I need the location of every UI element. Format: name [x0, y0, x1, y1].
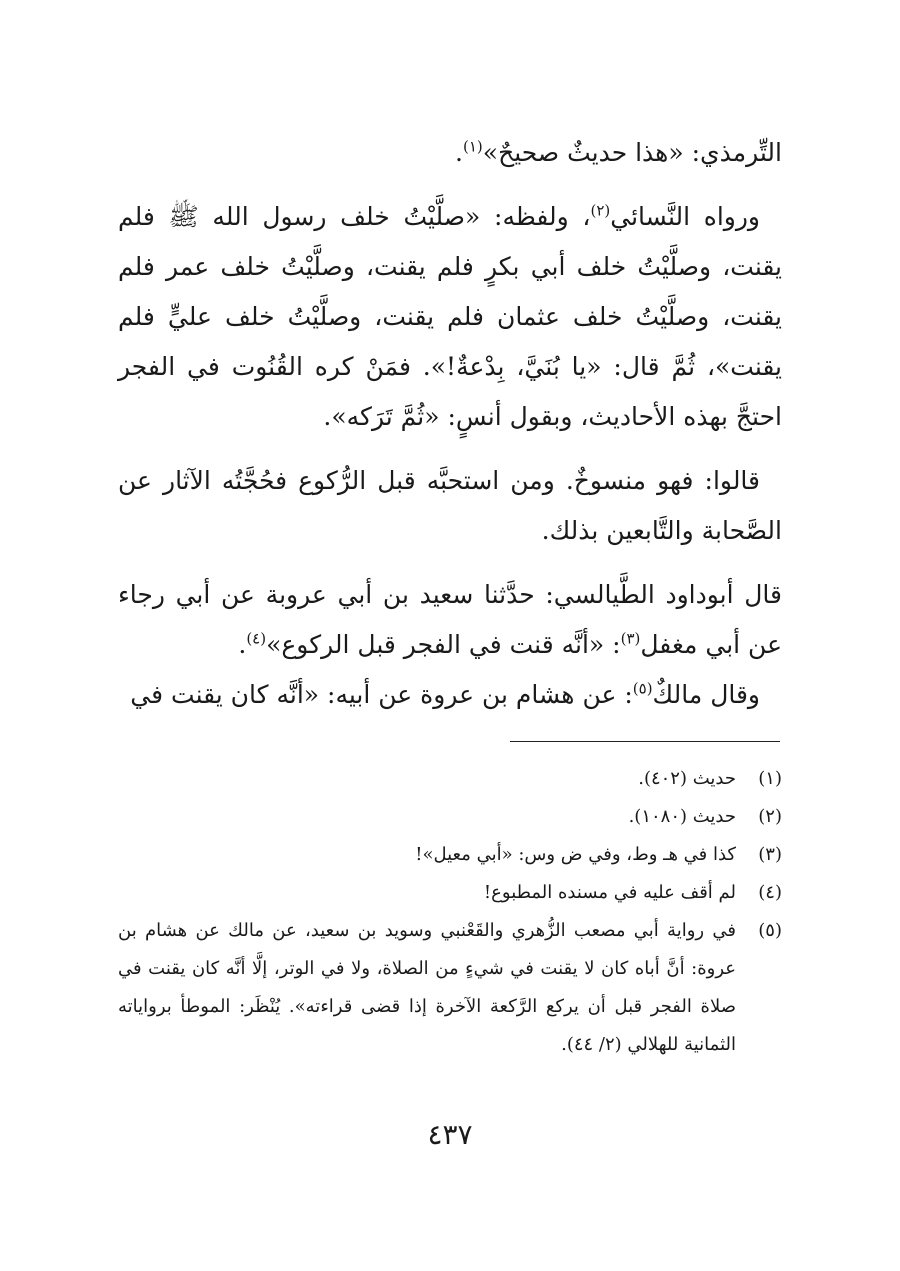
footnote-number: (١)	[758, 768, 782, 789]
footnote-text: في رواية أبي مصعب الزُّهري والقَعْنبي وسويد بن سعيد، عن مالك عن هشام بن عروة: أنَّ أباه كان لا يقنت في شيءٍ من الصلاة، ولا في الوتر، إلَّا أنَّه كان يقنت في صلاة الفجر قبل أن يركع الرَّكعة الآخرة إذا قضى قراءته». يُنْظَر: الموطأ برواياته الثمانية للهلالي (٢/ ٤٤).	[118, 920, 736, 1055]
paragraph-5	[118, 670, 782, 720]
p4-end: .	[238, 630, 247, 659]
p4-text-a: قال أبوداود الطَّيالسي: حدَّثنا سعيد بن أبي عروبة عن أبي رجاء عن أبي مغفل	[118, 580, 782, 659]
paragraph-2	[118, 192, 782, 442]
p4-text-b: : «أنَّه قنت في الفجر قبل الركوع»	[266, 630, 621, 659]
p5-text-a: وقال مالكٌ	[652, 680, 760, 709]
footnote-ref-5: (٥)	[632, 679, 653, 698]
paragraph-1	[118, 128, 782, 178]
p2-text-b: ، ولفظه: «صلَّيْتُ خلف رسول الله ﷺ فلم يقنت، وصلَّيْتُ خلف أبي بكرٍ فلم يقنت، وصلَّيْتُ خلف عمر فلم يقنت، وصلَّيْتُ خلف عثمان فلم يقنت، وصلَّيْتُ خلف عليٍّ فلم يقنت»، ثُمَّ قال: «يا بُنَيَّ، بِدْعةٌ!». فمَنْ كره القُنُوت في الفجر احتجَّ بهذه الأحاديث، وبقول أنسٍ: «ثُمَّ تَرَكه».	[118, 202, 782, 431]
p1-end: .	[455, 138, 463, 167]
footnote-text: لم أقف عليه في مسنده المطبوع!	[483, 882, 736, 903]
footnote-text: حديث (١٠٨٠).	[628, 806, 736, 827]
footnote-2	[118, 798, 782, 836]
footnote-number: (٢)	[758, 806, 782, 827]
main-text	[118, 128, 782, 720]
footnote-ref-2: (٢)	[590, 201, 611, 220]
page-number: ٤٣٧	[427, 1118, 473, 1151]
footnote-ref-1: (١)	[463, 137, 483, 156]
footnote-text: حديث (٤٠٢).	[638, 768, 736, 789]
footnote-separator	[510, 741, 780, 742]
footnote-3	[118, 836, 782, 874]
p1-text: التِّرمذي: «هذا حديثٌ صحيحٌ»	[482, 138, 782, 167]
footnote-1	[118, 760, 782, 798]
paragraph-4	[118, 570, 782, 670]
footnote-4	[118, 874, 782, 912]
footnote-ref-3: (٣)	[620, 629, 641, 648]
footnote-text: كذا في هـ وط، وفي ض وس: «أبي معيل»!	[415, 844, 736, 865]
footnote-number: (٥)	[758, 920, 782, 941]
paragraph-3: قالوا: فهو منسوخٌ. ومن استحبَّه قبل الرُّكوع فحُجَّتُه الآثار عن الصَّحابة والتَّابعين بذلك.	[118, 466, 782, 545]
footnotes	[118, 760, 782, 1064]
footnote-number: (٣)	[758, 844, 782, 865]
p5-text-b: : عن هشام بن عروة عن أبيه: «أنَّه كان يقنت في	[130, 680, 633, 709]
footnote-number: (٤)	[758, 882, 782, 903]
footnote-ref-4: (٤)	[246, 629, 267, 648]
p2-text-a: ورواه النَّسائي	[610, 202, 761, 231]
footnote-5	[118, 912, 782, 1064]
